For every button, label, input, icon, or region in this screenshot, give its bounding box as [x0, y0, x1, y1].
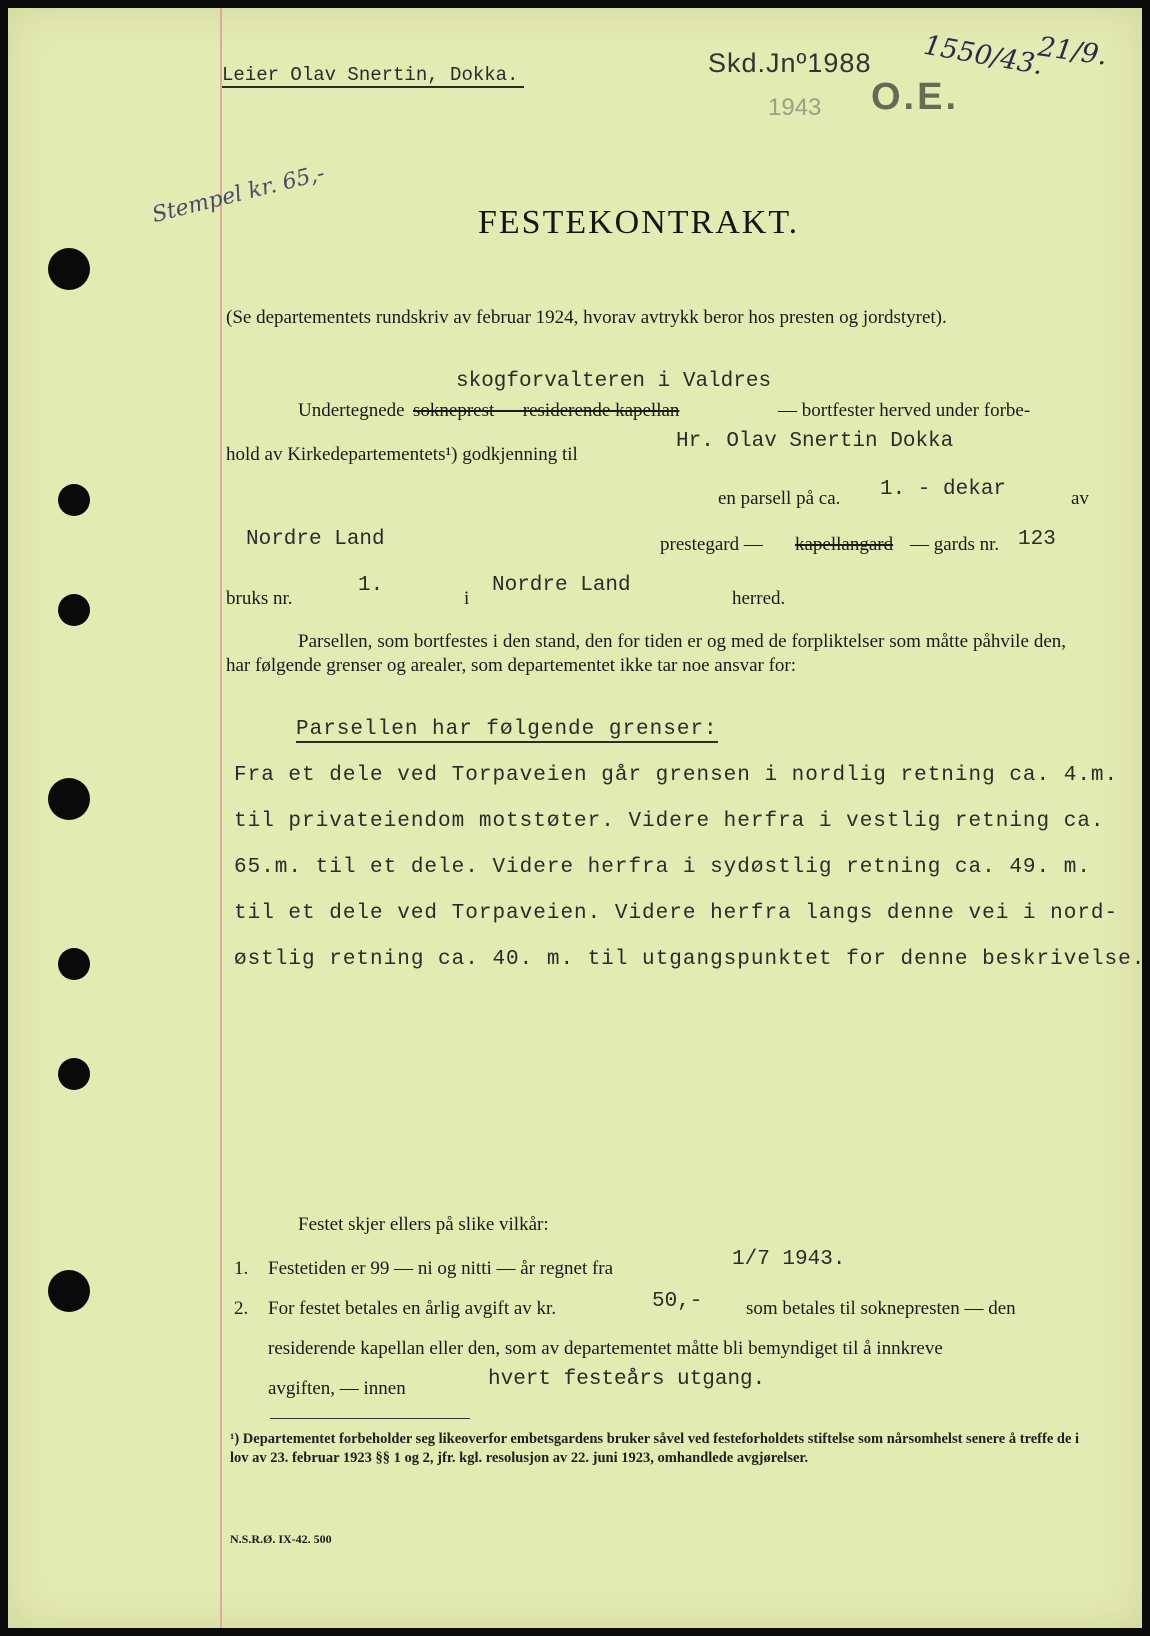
condition-2-line2: residerende kapellan eller den, som av departementet måtte bli bemyndiget til å innkreve: [268, 1338, 943, 1359]
punch-hole-icon: [48, 1270, 90, 1312]
hold-text: hold av Kirkedepartementets¹) godkjenning til: [226, 444, 578, 465]
boundary-line: østlig retning ca. 40. m. til utgangspunktet for denne beskrivelse.: [234, 948, 1146, 971]
footnote-divider: [270, 1418, 470, 1419]
footnote: ¹) Departementet forbeholder seg likeoverfor embetsgardens bruker såvel ved festeforholdets stiftelse som nårsomhelst senere å treffe de i lov av 23. februar 1923 §§ 1 og 2, jfr. kgl. resolusjon av 22. juni 1923, omhandlede avgjørelser.: [230, 1431, 1080, 1466]
stamp-year: 1943: [768, 94, 822, 121]
margin-line: [220, 8, 222, 1628]
lessee-field: Hr. Olav Snertin Dokka: [676, 430, 954, 453]
gards-number: 123: [1018, 528, 1056, 551]
herred-label: herred.: [732, 588, 786, 609]
payment-due: hvert festeårs utgang.: [488, 1368, 766, 1391]
registration-stamp: Skd.Jnº1988: [708, 48, 872, 78]
margin-stamp-note: Stempel kr. 65,-: [149, 160, 328, 229]
bruks-label: bruks nr.: [226, 588, 293, 609]
herred-field: Nordre Land: [492, 574, 631, 597]
boundary-line: til privateiendom motstøter. Videre herfra i vestlig retning ca.: [234, 810, 1105, 833]
bruks-number: 1.: [358, 574, 384, 597]
gards-label: — gards nr.: [910, 534, 1000, 555]
condition-2-rest: som betales til soknepresten — den: [746, 1298, 1016, 1319]
punch-hole-icon: [58, 1058, 90, 1090]
document-title: FESTEKONTRAKT.: [478, 204, 800, 241]
boundary-line: 65.m. til et dele. Videre herfra i sydøstlig retning ca. 49. m.: [234, 856, 1091, 879]
kapellangard-struck: kapellangard: [795, 534, 894, 555]
document-page: [8, 8, 1146, 1628]
handwritten-reference: 1550/43.: [921, 29, 1046, 82]
intro-paragraph: (Se departementets rundskriv av februar 1924, hvorav avtrykk beror hos presten og jordstyret).: [226, 307, 947, 328]
handwritten-date: 21/9.: [1036, 31, 1110, 72]
condition-1-number: 1.: [234, 1258, 249, 1279]
punch-hole-icon: [58, 948, 90, 980]
lease-start-date: 1/7 1943.: [732, 1248, 846, 1271]
conditions-intro: Festet skjer ellers på slike vilkår:: [298, 1214, 549, 1235]
punch-hole-icon: [48, 248, 90, 290]
punch-hole-icon: [48, 778, 90, 820]
stamp-oe: O.E.: [871, 76, 960, 118]
prestegard-label: prestegard —: [660, 534, 763, 555]
bortfester-text: — bortfester herved under forbe-: [778, 400, 1031, 421]
lessor-field: skogforvalteren i Valdres: [456, 370, 772, 393]
undertegnede-label: Undertegnede: [298, 400, 405, 421]
struck-title: sokneprest — residerende kapellan: [413, 400, 680, 421]
parsell-label: en parsell på ca.: [718, 488, 841, 509]
lessee-header: Leier Olav Snertin, Dokka.: [222, 64, 524, 88]
av-label: av: [1071, 488, 1089, 509]
i-label: i: [464, 588, 470, 609]
prestegard-field: Nordre Land: [246, 528, 385, 551]
boundary-heading: Parsellen har følgende grenser:: [296, 718, 718, 741]
condition-2-text: For festet betales en årlig avgift av kr.: [268, 1298, 557, 1319]
punch-hole-icon: [58, 594, 90, 626]
form-code: N.S.R.Ø. IX-42. 500: [230, 1532, 332, 1546]
boundary-line: til et dele ved Torpaveien. Videre herfra langs denne vei i nord-: [234, 902, 1119, 925]
condition-2-line3: avgiften, — innen: [268, 1378, 406, 1399]
punch-hole-icon: [58, 484, 90, 516]
parsell-paragraph: Parsellen, som bortfestes i den stand, den for tiden er og med de forpliktelser som måtte påhvile den, har følgende grenser og arealer, som departementet ikke tar noe ansvar for:: [226, 631, 1066, 676]
condition-1-text: Festetiden er 99 — ni og nitti — år regnet fra: [268, 1258, 614, 1279]
condition-2-number: 2.: [234, 1298, 249, 1319]
annual-fee: 50,-: [652, 1290, 703, 1313]
area-field: 1. - dekar: [880, 478, 1007, 501]
boundary-line: Fra et dele ved Torpaveien går grensen i nordlig retning ca. 4.m.: [234, 764, 1119, 787]
